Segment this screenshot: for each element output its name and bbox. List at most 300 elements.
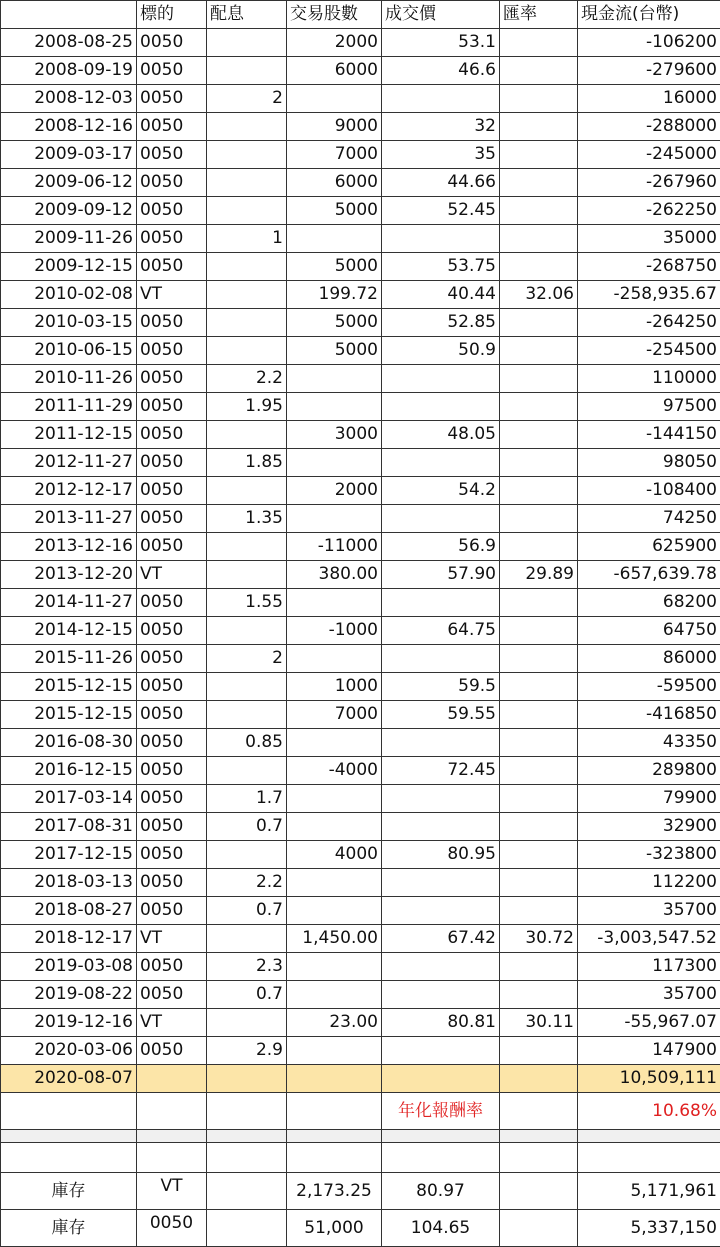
shares-cell: -1000 <box>287 617 382 645</box>
table-row <box>1 533 720 561</box>
ticker-cell: 0050 <box>137 253 207 281</box>
date-cell: 2016-08-30 <box>1 729 137 757</box>
annual-return-value: 10.68% <box>578 1093 720 1130</box>
price-cell: 44.66 <box>382 169 500 197</box>
table-row <box>1 29 720 57</box>
ticker-cell: 0050 <box>137 225 207 253</box>
fx-cell <box>500 57 578 85</box>
shares-cell: 51,000 <box>287 1210 382 1247</box>
shares-cell <box>287 505 382 533</box>
ticker-cell: VT <box>137 281 207 309</box>
price-cell <box>382 449 500 477</box>
dividend-cell <box>207 281 287 309</box>
date-cell: 2019-08-22 <box>1 981 137 1009</box>
price-cell: 48.05 <box>382 421 500 449</box>
ticker-cell: 0050 <box>137 757 207 785</box>
table-row <box>1 309 720 337</box>
cashflow-cell: -657,639.78 <box>578 561 720 589</box>
cashflow-cell: -279600 <box>578 57 720 85</box>
price-cell: 59.55 <box>382 701 500 729</box>
date-cell: 2019-03-08 <box>1 953 137 981</box>
price-cell: 80.97 <box>382 1173 500 1210</box>
date-cell: 2008-08-25 <box>1 29 137 57</box>
fx-cell <box>500 589 578 617</box>
shares-cell: 2000 <box>287 477 382 505</box>
cashflow-cell: 98050 <box>578 449 720 477</box>
header-cell: 現金流(台幣) <box>578 1 720 29</box>
table-row <box>1 953 720 981</box>
empty-cell <box>500 1173 578 1210</box>
fx-cell: 32.06 <box>500 281 578 309</box>
header-row <box>1 1 720 29</box>
date-cell: 2020-03-06 <box>1 1037 137 1065</box>
ticker-cell: 0050 <box>137 1210 207 1247</box>
ticker-cell: 0050 <box>137 57 207 85</box>
table-row <box>1 1009 720 1037</box>
price-cell <box>382 645 500 673</box>
shares-cell <box>287 225 382 253</box>
table-row <box>1 701 720 729</box>
shares-cell: 7000 <box>287 701 382 729</box>
table-row <box>1 421 720 449</box>
fx-cell <box>500 897 578 925</box>
table-row <box>1 673 720 701</box>
dividend-cell <box>207 113 287 141</box>
fx-cell <box>500 393 578 421</box>
dividend-cell <box>207 29 287 57</box>
price-cell: 32 <box>382 113 500 141</box>
empty-cell <box>500 1210 578 1247</box>
price-cell: 80.95 <box>382 841 500 869</box>
ticker-cell: 0050 <box>137 729 207 757</box>
cashflow-cell: 5,171,961 <box>578 1173 720 1210</box>
cashflow-cell: -59500 <box>578 673 720 701</box>
date-cell: 2012-12-17 <box>1 477 137 505</box>
dividend-cell: 2.9 <box>207 1037 287 1065</box>
ticker-cell: 0050 <box>137 197 207 225</box>
fx-cell <box>500 617 578 645</box>
table-row <box>1 729 720 757</box>
header-cell: 配息 <box>207 1 287 29</box>
shares-cell: 199.72 <box>287 281 382 309</box>
fx-cell <box>500 309 578 337</box>
fx-cell <box>500 533 578 561</box>
dividend-cell: 0.7 <box>207 813 287 841</box>
empty-cell <box>207 1173 287 1210</box>
price-cell: 64.75 <box>382 617 500 645</box>
shares-cell: 1,450.00 <box>287 925 382 953</box>
price-cell: 104.65 <box>382 1210 500 1247</box>
cashflow-cell: -3,003,547.52 <box>578 925 720 953</box>
table-row <box>1 617 720 645</box>
shares-cell: 9000 <box>287 113 382 141</box>
price-cell <box>382 813 500 841</box>
empty-cell <box>1 1143 137 1173</box>
fx-cell <box>500 1037 578 1065</box>
empty-cell <box>287 1143 382 1173</box>
separator-row <box>1 1130 720 1143</box>
cashflow-cell: 86000 <box>578 645 720 673</box>
shares-cell: 3000 <box>287 421 382 449</box>
dividend-cell <box>207 57 287 85</box>
empty-cell <box>578 1130 720 1143</box>
dividend-cell: 1.55 <box>207 589 287 617</box>
ticker-cell: 0050 <box>137 533 207 561</box>
ticker-cell: 0050 <box>137 617 207 645</box>
shares-cell <box>287 449 382 477</box>
cashflow-cell: -323800 <box>578 841 720 869</box>
cashflow-cell: 625900 <box>578 533 720 561</box>
empty-cell <box>207 1130 287 1143</box>
fx-cell <box>500 365 578 393</box>
table-row <box>1 925 720 953</box>
table-row <box>1 813 720 841</box>
ticker-cell: 0050 <box>137 365 207 393</box>
date-cell: 2017-08-31 <box>1 813 137 841</box>
price-cell: 52.85 <box>382 309 500 337</box>
cashflow-cell: 74250 <box>578 505 720 533</box>
empty-cell <box>137 1065 207 1093</box>
date-cell: 2009-12-15 <box>1 253 137 281</box>
price-cell: 57.90 <box>382 561 500 589</box>
shares-cell <box>287 365 382 393</box>
fx-cell <box>500 421 578 449</box>
empty-cell <box>578 1143 720 1173</box>
dividend-cell <box>207 421 287 449</box>
ticker-cell: 0050 <box>137 393 207 421</box>
price-cell: 35 <box>382 141 500 169</box>
cashflow-cell: 147900 <box>578 1037 720 1065</box>
date-cell: 2015-11-26 <box>1 645 137 673</box>
shares-cell: -11000 <box>287 533 382 561</box>
date-cell: 2011-12-15 <box>1 421 137 449</box>
date-cell: 2012-11-27 <box>1 449 137 477</box>
cashflow-cell: 68200 <box>578 589 720 617</box>
dividend-cell <box>207 701 287 729</box>
price-cell <box>382 589 500 617</box>
date-cell: 2017-03-14 <box>1 785 137 813</box>
shares-cell: 4000 <box>287 841 382 869</box>
ticker-cell: 0050 <box>137 897 207 925</box>
dividend-cell: 0.7 <box>207 981 287 1009</box>
table-row <box>1 141 720 169</box>
ticker-cell: 0050 <box>137 701 207 729</box>
fx-cell <box>500 85 578 113</box>
ticker-cell: 0050 <box>137 785 207 813</box>
date-cell: 2015-12-15 <box>1 701 137 729</box>
shares-cell <box>287 589 382 617</box>
date-cell: 2008-09-19 <box>1 57 137 85</box>
fx-cell: 30.11 <box>500 1009 578 1037</box>
ticker-cell: VT <box>137 1173 207 1210</box>
shares-cell <box>287 393 382 421</box>
shares-cell: 1000 <box>287 673 382 701</box>
price-cell: 72.45 <box>382 757 500 785</box>
cashflow-cell: 35700 <box>578 981 720 1009</box>
dividend-cell <box>207 197 287 225</box>
cashflow-cell: -268750 <box>578 253 720 281</box>
date-cell: 2014-12-15 <box>1 617 137 645</box>
table-row <box>1 589 720 617</box>
date-cell: 2009-06-12 <box>1 169 137 197</box>
table-row <box>1 393 720 421</box>
cashflow-cell: -108400 <box>578 477 720 505</box>
empty-cell <box>287 1130 382 1143</box>
fx-cell <box>500 813 578 841</box>
empty-cell <box>500 1093 578 1130</box>
price-cell <box>382 1037 500 1065</box>
empty-cell <box>287 1093 382 1130</box>
dividend-cell <box>207 925 287 953</box>
dividend-cell <box>207 1009 287 1037</box>
cashflow-cell: -245000 <box>578 141 720 169</box>
cashflow-cell: 16000 <box>578 85 720 113</box>
fx-cell <box>500 141 578 169</box>
price-cell <box>382 729 500 757</box>
fx-cell <box>500 981 578 1009</box>
table-row <box>1 645 720 673</box>
dividend-cell: 2 <box>207 645 287 673</box>
date-cell: 2010-02-08 <box>1 281 137 309</box>
ticker-cell: 0050 <box>137 869 207 897</box>
date-cell: 2008-12-16 <box>1 113 137 141</box>
empty-cell <box>207 1065 287 1093</box>
fx-cell <box>500 197 578 225</box>
ticker-cell: 0050 <box>137 953 207 981</box>
price-cell: 46.6 <box>382 57 500 85</box>
price-cell <box>382 225 500 253</box>
ticker-cell: VT <box>137 1009 207 1037</box>
annual-return-row <box>1 1093 720 1130</box>
ticker-cell: 0050 <box>137 645 207 673</box>
dividend-cell: 1.95 <box>207 393 287 421</box>
empty-cell <box>137 1093 207 1130</box>
table-row <box>1 1037 720 1065</box>
header-cell <box>1 1 137 29</box>
cashflow-cell: 97500 <box>578 393 720 421</box>
cashflow-cell: 43350 <box>578 729 720 757</box>
header-cell: 標的 <box>137 1 207 29</box>
ticker-cell: 0050 <box>137 337 207 365</box>
table-row <box>1 57 720 85</box>
cashflow-cell: -144150 <box>578 421 720 449</box>
shares-cell <box>287 85 382 113</box>
empty-cell <box>382 1065 500 1093</box>
cashflow-cell: -416850 <box>578 701 720 729</box>
fx-cell <box>500 169 578 197</box>
table-row <box>1 505 720 533</box>
cashflow-cell: 35700 <box>578 897 720 925</box>
cashflow-cell: -258,935.67 <box>578 281 720 309</box>
empty-cell <box>500 1065 578 1093</box>
shares-cell: 23.00 <box>287 1009 382 1037</box>
empty-cell <box>137 1130 207 1143</box>
dividend-cell <box>207 309 287 337</box>
ticker-cell: VT <box>137 925 207 953</box>
shares-cell: 5000 <box>287 253 382 281</box>
cashflow-cell: -288000 <box>578 113 720 141</box>
empty-cell <box>1 1130 137 1143</box>
date-cell: 2018-08-27 <box>1 897 137 925</box>
shares-cell: 6000 <box>287 57 382 85</box>
dividend-cell <box>207 841 287 869</box>
table-row <box>1 841 720 869</box>
price-cell: 52.45 <box>382 197 500 225</box>
shares-cell: 7000 <box>287 141 382 169</box>
cashflow-cell: 64750 <box>578 617 720 645</box>
price-cell: 53.75 <box>382 253 500 281</box>
price-cell: 80.81 <box>382 1009 500 1037</box>
dividend-cell <box>207 673 287 701</box>
date-cell: 2019-12-16 <box>1 1009 137 1037</box>
ticker-cell: 0050 <box>137 29 207 57</box>
shares-cell <box>287 981 382 1009</box>
fx-cell <box>500 113 578 141</box>
price-cell <box>382 953 500 981</box>
price-cell <box>382 505 500 533</box>
price-cell <box>382 393 500 421</box>
dividend-cell <box>207 169 287 197</box>
header-cell: 成交價 <box>382 1 500 29</box>
date-cell: 2018-12-17 <box>1 925 137 953</box>
table-row <box>1 365 720 393</box>
shares-cell <box>287 869 382 897</box>
date-cell: 2015-12-15 <box>1 673 137 701</box>
ticker-cell: 0050 <box>137 981 207 1009</box>
date-cell: 2009-09-12 <box>1 197 137 225</box>
fx-cell <box>500 253 578 281</box>
empty-cell <box>1 1093 137 1130</box>
date-cell: 2020-08-07 <box>1 1065 137 1093</box>
shares-cell: 2,173.25 <box>287 1173 382 1210</box>
ticker-cell: 0050 <box>137 85 207 113</box>
table-row <box>1 477 720 505</box>
shares-cell <box>287 785 382 813</box>
price-cell: 54.2 <box>382 477 500 505</box>
ticker-cell: 0050 <box>137 477 207 505</box>
cashflow-cell: -264250 <box>578 309 720 337</box>
date-cell: 2013-12-16 <box>1 533 137 561</box>
price-cell: 67.42 <box>382 925 500 953</box>
empty-cell <box>500 1130 578 1143</box>
table-row <box>1 253 720 281</box>
inventory-row <box>1 1173 720 1210</box>
date-cell: 2013-11-27 <box>1 505 137 533</box>
fx-cell <box>500 337 578 365</box>
table-row <box>1 897 720 925</box>
cashflow-cell: 32900 <box>578 813 720 841</box>
fx-cell <box>500 757 578 785</box>
inventory-label: 庫存 <box>1 1173 137 1210</box>
date-cell: 2009-11-26 <box>1 225 137 253</box>
cashflow-cell: 35000 <box>578 225 720 253</box>
price-cell: 40.44 <box>382 281 500 309</box>
shares-cell: 6000 <box>287 169 382 197</box>
shares-cell <box>287 813 382 841</box>
dividend-cell: 2 <box>207 85 287 113</box>
fx-cell <box>500 225 578 253</box>
fx-cell <box>500 729 578 757</box>
cashflow-cell: -55,967.07 <box>578 1009 720 1037</box>
header-cell: 交易股數 <box>287 1 382 29</box>
price-cell <box>382 897 500 925</box>
table-row <box>1 449 720 477</box>
date-cell: 2011-11-29 <box>1 393 137 421</box>
cashflow-cell: -267960 <box>578 169 720 197</box>
shares-cell <box>287 645 382 673</box>
dividend-cell: 1 <box>207 225 287 253</box>
cashflow-cell: -106200 <box>578 29 720 57</box>
date-cell: 2016-12-15 <box>1 757 137 785</box>
cashflow-cell: 112200 <box>578 869 720 897</box>
ticker-cell: 0050 <box>137 673 207 701</box>
table-row <box>1 281 720 309</box>
fx-cell <box>500 869 578 897</box>
fx-cell: 29.89 <box>500 561 578 589</box>
cashflow-cell: 289800 <box>578 757 720 785</box>
date-cell: 2014-11-27 <box>1 589 137 617</box>
inventory-label: 庫存 <box>1 1210 137 1247</box>
shares-cell: 5000 <box>287 309 382 337</box>
ticker-cell: 0050 <box>137 813 207 841</box>
table-row <box>1 169 720 197</box>
fx-cell <box>500 477 578 505</box>
ticker-cell: 0050 <box>137 505 207 533</box>
cashflow-cell: 10,509,111 <box>578 1065 720 1093</box>
fx-cell <box>500 841 578 869</box>
empty-cell <box>137 1143 207 1173</box>
date-cell: 2010-11-26 <box>1 365 137 393</box>
table-row <box>1 85 720 113</box>
cashflow-cell: 117300 <box>578 953 720 981</box>
dividend-cell: 2.2 <box>207 365 287 393</box>
date-cell: 2013-12-20 <box>1 561 137 589</box>
table-row <box>1 981 720 1009</box>
inventory-row <box>1 1210 720 1247</box>
price-cell <box>382 981 500 1009</box>
fx-cell <box>500 785 578 813</box>
annual-return-label: 年化報酬率 <box>382 1093 500 1130</box>
dividend-cell: 2.2 <box>207 869 287 897</box>
dividend-cell: 0.85 <box>207 729 287 757</box>
fx-cell <box>500 505 578 533</box>
cashflow-cell: -254500 <box>578 337 720 365</box>
ticker-cell: 0050 <box>137 141 207 169</box>
date-cell: 2018-03-13 <box>1 869 137 897</box>
cashflow-cell: 5,337,150 <box>578 1210 720 1247</box>
empty-cell <box>287 1065 382 1093</box>
fx-cell: 30.72 <box>500 925 578 953</box>
dividend-cell <box>207 337 287 365</box>
shares-cell: -4000 <box>287 757 382 785</box>
final-value-row <box>1 1065 720 1093</box>
price-cell: 56.9 <box>382 533 500 561</box>
ticker-cell: 0050 <box>137 421 207 449</box>
header-cell: 匯率 <box>500 1 578 29</box>
fx-cell <box>500 673 578 701</box>
shares-cell: 5000 <box>287 197 382 225</box>
table-row <box>1 113 720 141</box>
shares-cell <box>287 1037 382 1065</box>
price-cell: 50.9 <box>382 337 500 365</box>
dividend-cell <box>207 533 287 561</box>
dividend-cell <box>207 477 287 505</box>
empty-cell <box>207 1143 287 1173</box>
fx-cell <box>500 701 578 729</box>
dividend-cell <box>207 253 287 281</box>
cashflow-cell: 110000 <box>578 365 720 393</box>
ticker-cell: 0050 <box>137 841 207 869</box>
